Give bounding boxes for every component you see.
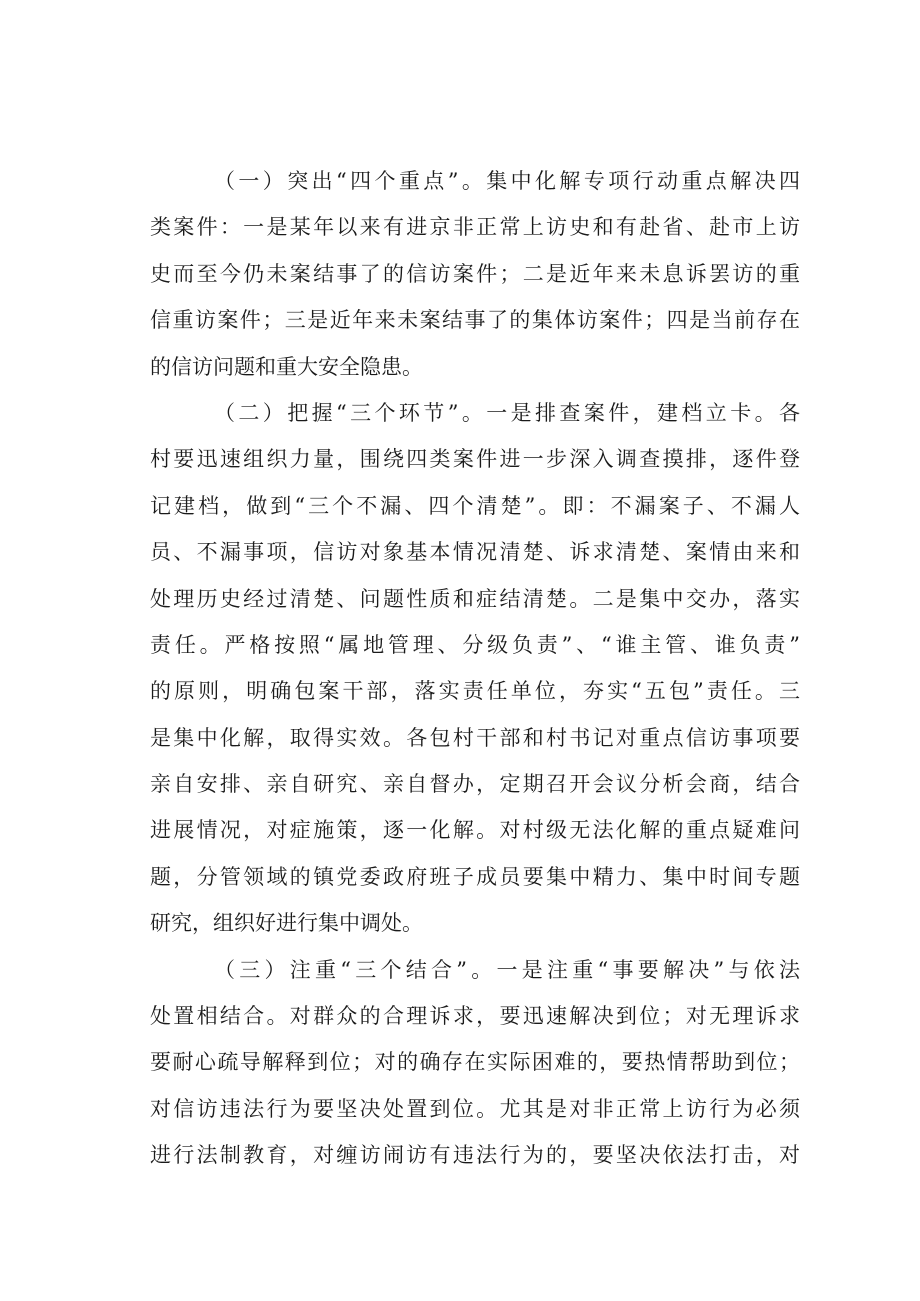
text-line: 责任。严格按照“属地管理、分级负责”、“谁主管、谁负责” — [150, 632, 800, 657]
text-line: 史而至今仍未案结事了的信访案件；二是近年来未息诉罢访的重 — [150, 261, 800, 286]
text-line: 进展情况，对症施策，逐一化解。对村级无法化解的重点疑难问 — [150, 818, 800, 843]
text-line: 村要迅速组织力量，围绕四类案件进一步深入调查摸排，逐件登 — [150, 447, 800, 472]
document-body — [150, 158, 800, 1179]
paragraph-3 — [150, 947, 800, 1179]
text-line: 处置相结合。对群众的合理诉求，要迅速解决到位；对无理诉求 — [150, 1004, 800, 1029]
paragraph-1 — [150, 158, 800, 390]
text-line: 记建档，做到“三个不漏、四个清楚”。即：不漏案子、不漏人 — [150, 493, 800, 518]
text-line: 员、不漏事项，信访对象基本情况清楚、诉求清楚、案情由来和 — [150, 540, 800, 565]
text-line: 的原则，明确包案干部，落实责任单位，夯实“五包”责任。三 — [150, 679, 800, 704]
text-line: 进行法制教育，对缠访闹访有违法行为的，要坚决依法打击，对 — [150, 1143, 800, 1168]
text-line: 信重访案件；三是近年来未案结事了的集体访案件；四是当前存在 — [150, 308, 800, 333]
text-line: 对信访违法行为要坚决处置到位。尤其是对非正常上访行为必须 — [150, 1096, 800, 1121]
text-line: 类案件：一是某年以来有进京非正常上访史和有赴省、赴市上访 — [150, 215, 800, 240]
text-line: （一）突出“四个重点”。集中化解专项行动重点解决四 — [214, 169, 800, 193]
text-line: 的信访问题和重大安全隐患。 — [150, 354, 423, 379]
text-line: 是集中化解，取得实效。各包村干部和村书记对重点信访事项要 — [150, 725, 800, 750]
paragraph-2 — [150, 390, 800, 947]
text-line: 处理历史经过清楚、问题性质和症结清楚。二是集中交办，落实 — [150, 586, 800, 611]
text-line: 研究，组织好进行集中调处。 — [150, 911, 423, 936]
text-line: （二）把握“三个环节”。一是排查案件，建档立卡。各 — [214, 400, 800, 425]
text-line: 亲自安排、亲自研究、亲自督办，定期召开会议分析会商，结合 — [150, 772, 800, 797]
text-line: （三）注重“三个结合”。一是注重“事要解决”与依法 — [214, 957, 800, 982]
text-line: 要耐心疏导解释到位；对的确存在实际困难的，要热情帮助到位； — [150, 1050, 800, 1075]
text-line: 题，分管领域的镇党委政府班子成员要集中精力、集中时间专题 — [150, 864, 800, 889]
